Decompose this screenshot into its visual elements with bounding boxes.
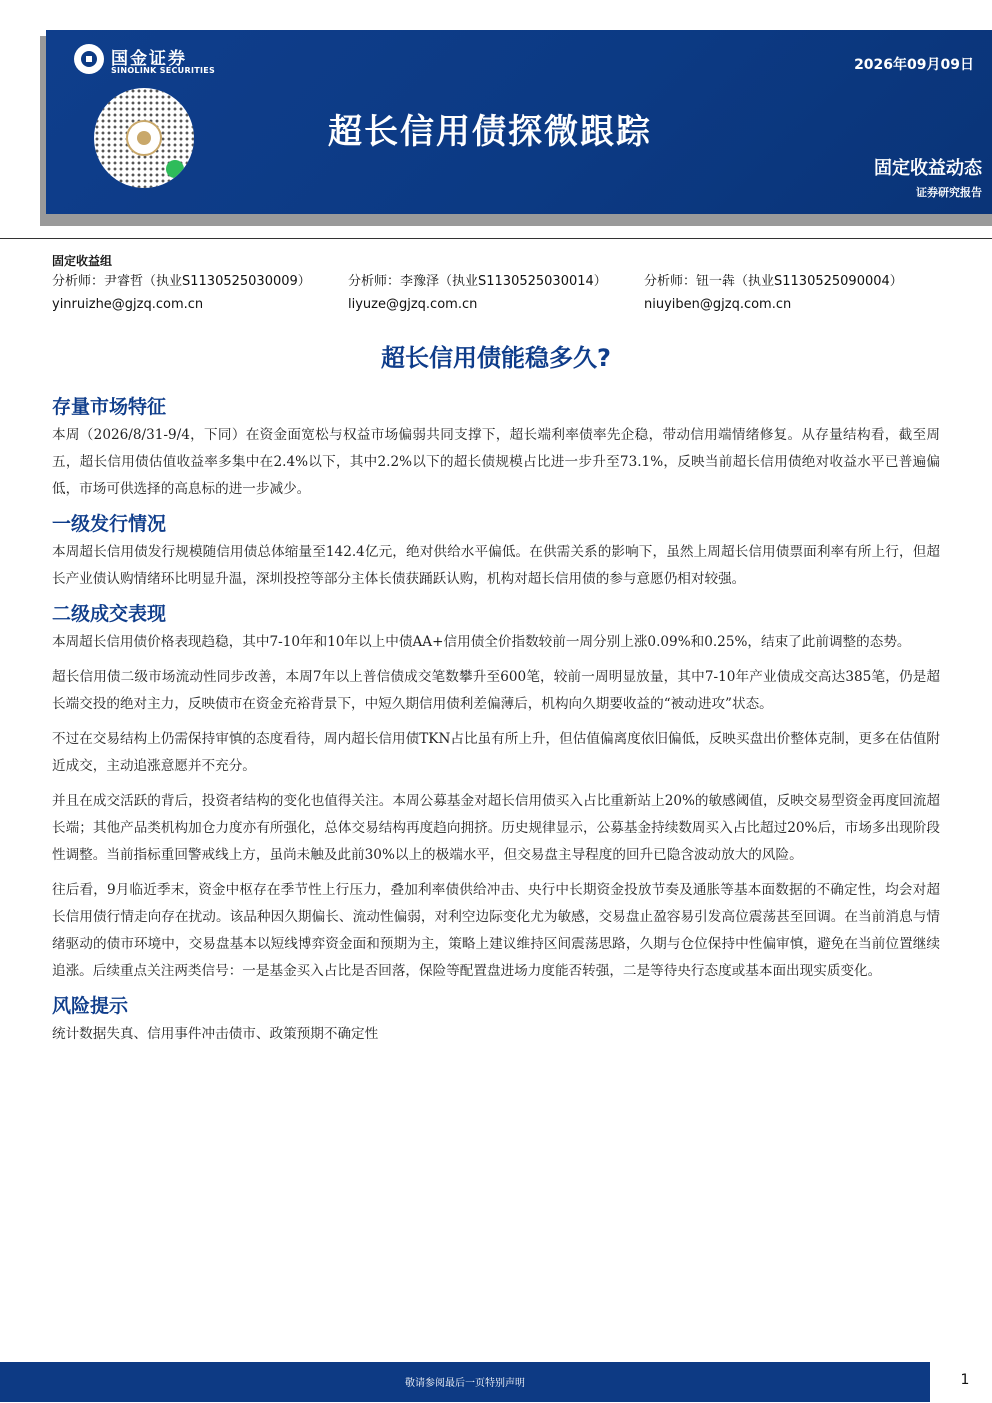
analyst-block [52, 252, 952, 316]
header-divider [0, 238, 992, 239]
sinolink-logo-icon [74, 44, 104, 74]
paragraph: 本周超长信用债价格表现趋稳，其中7-10年和10年以上中债AA+信用债全价指数较前一周分别上涨0.09%和0.25%，结束了此前调整的态势。 [52, 634, 911, 650]
paragraph: 不过在交易结构上仍需保持审慎的态度看待，周内超长信用债TKN占比虽有所上升，但估值偏离度依旧偏低，反映买盘出价整体克制，更多在估值附近成交，主动追涨意愿并不充分。 [52, 731, 940, 774]
report-title: 超长信用债能稳多久? [381, 344, 611, 372]
analyst-line: 分析师：李豫泽（执业S1130525030014） [348, 274, 607, 289]
report-category: 固定收益动态 [874, 158, 982, 179]
section-heading: 存量市场特征 [52, 396, 167, 418]
paragraph: 并且在成交活跃的背后，投资者结构的变化也值得关注。本周公募基金对超长信用债买入占比重新站上20%的敏感阈值，反映交易型资金再度回流超长端；其他产品类机构加仓力度亦有所强化，总体交易结构再度趋向拥挤。历史规律显示，公募基金持续数周买入占比超过20%后，市场多出现阶段性调整。当前指标重回警戒线上方，虽尚未触及此前30%以上的极端水平，但交易盘主导程度的回升已隐含波动放大的风险。 [52, 793, 940, 863]
analyst-email-link[interactable]: yinruizhe@gjzq.com.cn [52, 297, 204, 312]
mini-program-badge-icon [166, 160, 184, 178]
paragraph: 往后看，9月临近季末，资金中枢存在季节性上行压力，叠加利率债供给冲击、央行中长期资金投放节奏及通胀等基本面数据的不确定性，均会对超长信用债行情走向存在扰动。该品种因久期偏长、流动性偏弱，对利空边际变化尤为敏感，交易盘止盈容易引发高位震荡甚至回调。在当前消息与情绪驱动的债市环境中，交易盘基本以短线博弈资金面和预期为主，策略上建议维持区间震荡思路，久期与仓位保持中性偏审慎，避免在当前位置继续追涨。后续重点关注两类信号：一是基金买入占比是否回落，保险等配置盘进场力度能否转强，二是等待央行态度或基本面出现实质变化。 [52, 882, 940, 979]
analyst-line: 分析师：钮一犇（执业S1130525090004） [644, 274, 903, 289]
logo-english-name: SINOLINK SECURITIES [111, 66, 216, 75]
page-number: 1 [960, 1372, 970, 1388]
analyst-emails [52, 293, 952, 316]
analyst-email-link[interactable]: niuyiben@gjzq.com.cn [644, 297, 792, 312]
analyst-email-link[interactable]: liyuze@gjzq.com.cn [348, 297, 478, 312]
qr-code-icon [94, 88, 194, 188]
report-body [52, 394, 940, 1056]
research-group: 固定收益组 [52, 254, 113, 268]
report-subcategory: 证券研究报告 [916, 186, 982, 199]
qr-center-logo-icon [126, 120, 162, 156]
analyst-lines [52, 270, 952, 293]
paragraph: 超长信用债二级市场流动性同步改善，本周7年以上普信债成交笔数攀升至600笔，较前一周明显放量，其中7-10年产业债成交高达385笔，仍是超长端交投的绝对主力，反映债市在资金充裕背景下，中短久期信用债利差偏薄后，机构向久期要收益的“被动进攻”状态。 [52, 669, 940, 712]
section-heading: 一级发行情况 [52, 513, 167, 535]
series-title: 超长信用债探微跟踪 [328, 112, 652, 152]
paragraph: 本周超长信用债发行规模随信用债总体缩量至142.4亿元，绝对供给水平偏低。在供需关系的影响下，虽然上周超长信用债票面利率有所上行，但超长产业债认购情绪环比明显升温，深圳投控等部分主体长债获踊跃认购，机构对超长信用债的参与意愿仍相对较强。 [52, 544, 940, 587]
footer-disclaimer-link[interactable]: 敬请参阅最后一页特别声明 [405, 1378, 525, 1389]
paragraph: 统计数据失真、信用事件冲击债市、政策预期不确定性 [52, 1026, 379, 1042]
section-heading: 二级成交表现 [52, 603, 167, 625]
company-logo [74, 44, 224, 80]
analyst-line: 分析师：尹睿哲（执业S1130525030009） [52, 274, 311, 289]
section-heading: 风险提示 [52, 995, 129, 1017]
paragraph: 本周（2026/8/31-9/4，下同）在资金面宽松与权益市场偏弱共同支撑下，超长端利率债率先企稳，带动信用端情绪修复。从存量结构看，截至周五，超长信用债估值收益率多集中在2.4%以下，其中2.2%以下的超长债规模占比进一步升至73.1%，反映当前超长信用债绝对收益水平已普遍偏低，市场可供选择的高息标的进一步减少。 [52, 427, 940, 497]
logo-chinese-name: 国金证券 [111, 49, 187, 69]
report-date: 2026年09月09日 [854, 57, 974, 73]
report-header [46, 30, 992, 214]
